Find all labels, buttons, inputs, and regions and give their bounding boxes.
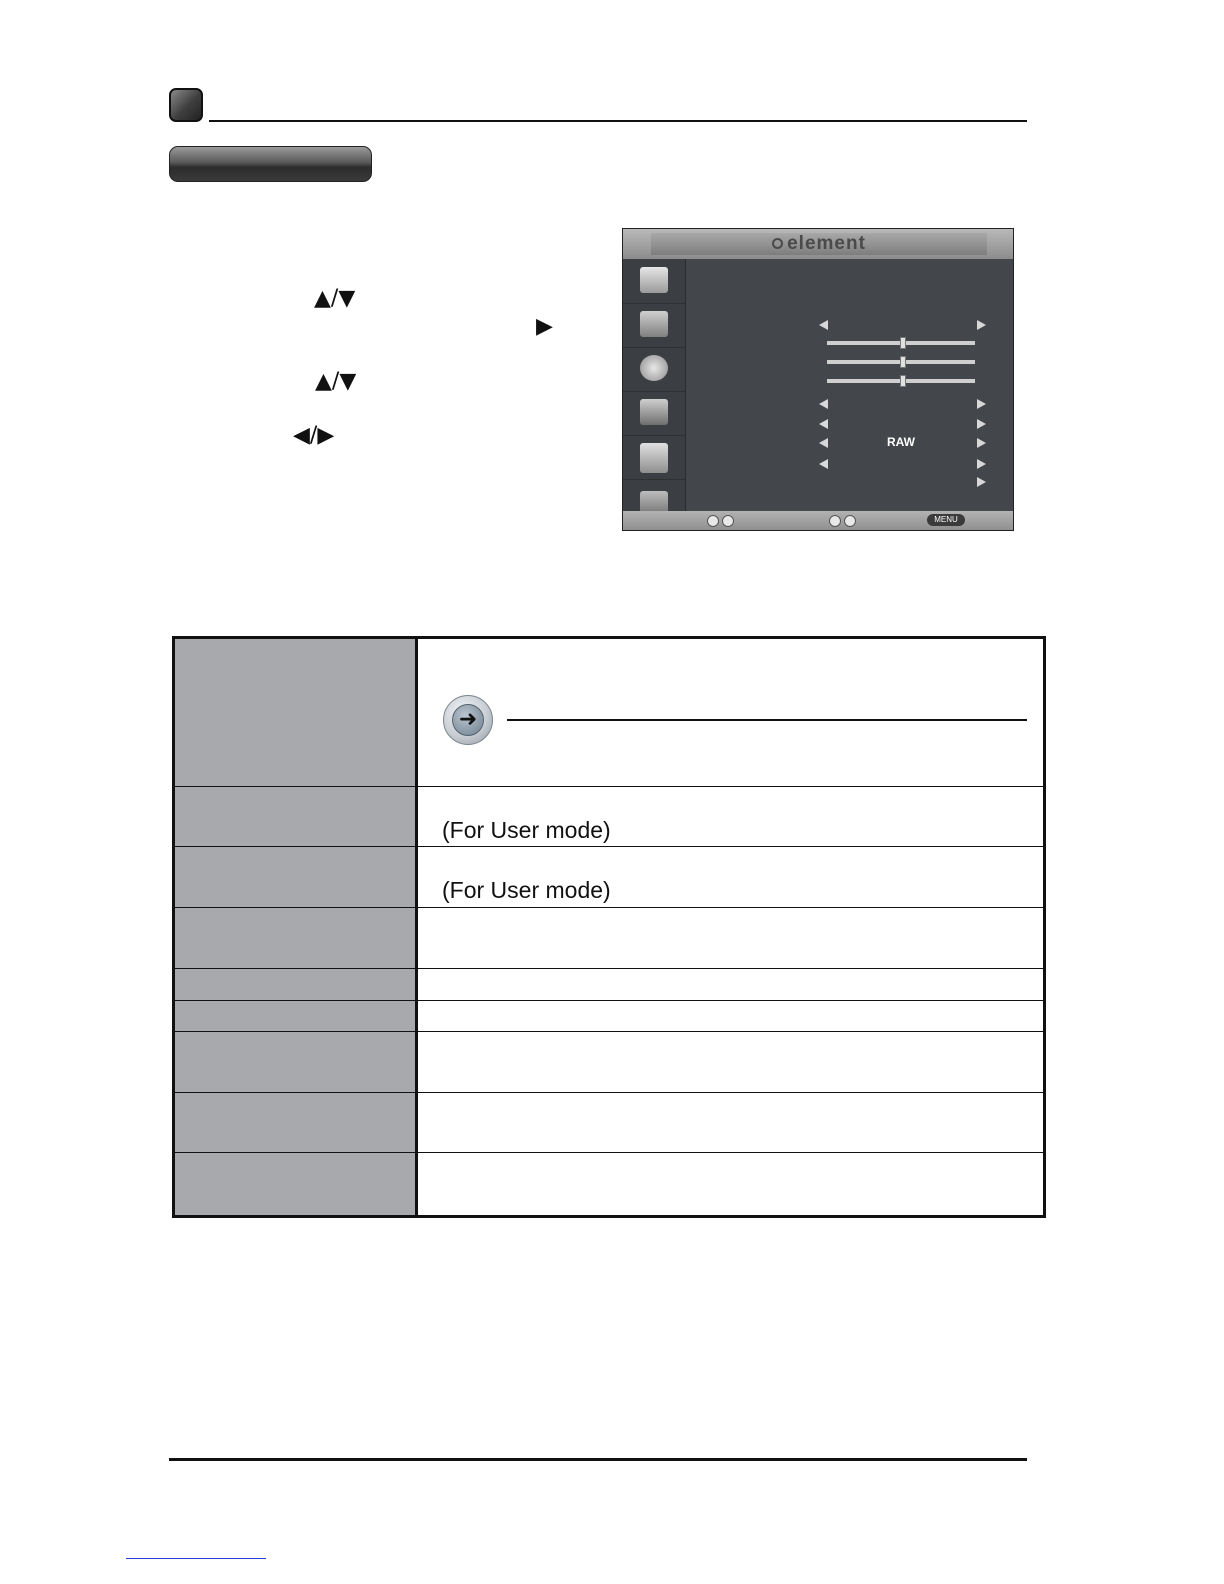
up-down-arrows-icon: ▲/▼: [314, 286, 356, 311]
table-row: [175, 1153, 1043, 1215]
menu-key-icon: MENU: [927, 514, 965, 526]
table-row: [175, 908, 1043, 969]
table-row-label: [175, 969, 418, 1000]
table-row: [175, 969, 1043, 1001]
table-row: [175, 1032, 1043, 1093]
note-rule: [507, 719, 1027, 721]
table-row: [175, 639, 1043, 787]
osd-option-value: RAW: [887, 435, 915, 449]
osd-tab-sound[interactable]: [623, 303, 685, 348]
osd-brand-name: element: [787, 233, 866, 254]
table-row-label: [175, 1001, 418, 1031]
table-row: [175, 1001, 1043, 1032]
sound-icon: [640, 311, 668, 337]
osd-option-8-left-arrow[interactable]: [819, 459, 828, 469]
osd-option-9-right-arrow[interactable]: [977, 477, 986, 487]
table-row-label: [175, 639, 418, 786]
description-table: [172, 636, 1046, 1218]
table-row-description: [418, 639, 1043, 786]
time-icon: [640, 355, 668, 381]
left-right-arrows-icon: ◀/▶: [293, 423, 335, 448]
setup-icon: [640, 399, 668, 425]
osd-option-7-left-arrow[interactable]: [819, 438, 828, 448]
footer-link-underline[interactable]: [126, 1558, 266, 1559]
arrow-right-icon: ➜: [452, 704, 484, 736]
down-key-icon: [722, 515, 734, 527]
osd-option-7-right-arrow[interactable]: [977, 438, 986, 448]
table-row-description: [418, 847, 1043, 907]
table-row-label: [175, 1032, 418, 1092]
osd-tab-time[interactable]: [623, 347, 685, 392]
right-arrow-icon: ▶: [536, 314, 553, 339]
picture-icon: [640, 267, 668, 293]
footer-rule: [169, 1458, 1027, 1461]
slider-knob[interactable]: [900, 337, 906, 349]
osd-top-bar: [623, 229, 1013, 259]
osd-option-6-left-arrow[interactable]: [819, 419, 828, 429]
table-row-description: [418, 1153, 1043, 1215]
slider-knob[interactable]: [900, 375, 906, 387]
osd-tab-lock[interactable]: [623, 435, 685, 480]
table-row-description: [418, 1001, 1043, 1031]
osd-brand-bar: [651, 233, 987, 255]
left-key-icon: [829, 515, 841, 527]
table-row: [175, 1093, 1043, 1153]
lock-icon: [640, 443, 668, 473]
header-rule: [209, 120, 1027, 122]
table-row-description: [418, 1093, 1043, 1152]
table-row-description: [418, 787, 1043, 846]
table-row-description: [418, 1032, 1043, 1092]
brand-logo-icon: [772, 238, 783, 249]
table-row-label: [175, 847, 418, 907]
table-row-label: [175, 787, 418, 846]
osd-option-1-left-arrow[interactable]: [819, 320, 828, 330]
table-row: [175, 847, 1043, 908]
osd-option-6-right-arrow[interactable]: [977, 419, 986, 429]
slider-knob[interactable]: [900, 356, 906, 368]
osd-slider-1[interactable]: [827, 341, 975, 345]
osd-slider-2[interactable]: [827, 360, 975, 364]
osd-option-5-left-arrow[interactable]: [819, 399, 828, 409]
right-key-icon: [844, 515, 856, 527]
osd-option-1-right-arrow[interactable]: [977, 320, 986, 330]
chapter-badge: [169, 88, 203, 122]
osd-sidebar: [623, 259, 686, 517]
table-row-label: [175, 908, 418, 968]
channel-icon: [640, 491, 668, 513]
osd-bottom-bar: [623, 511, 1013, 531]
section-title-pill: [169, 146, 372, 182]
user-mode-note: (For User mode): [442, 817, 611, 843]
osd-tab-setup[interactable]: [623, 391, 685, 436]
osd-option-5-right-arrow[interactable]: [977, 399, 986, 409]
up-key-icon: [707, 515, 719, 527]
up-down-arrows-icon-2: ▲/▼: [315, 369, 357, 394]
table-row-label: [175, 1153, 418, 1215]
user-mode-note: (For User mode): [442, 877, 611, 903]
osd-slider-3[interactable]: [827, 379, 975, 383]
table-row-label: [175, 1093, 418, 1152]
table-row-description: [418, 969, 1043, 1000]
osd-menu-screenshot: [622, 228, 1014, 531]
table-row-description: [418, 908, 1043, 968]
note-arrow-icon: [443, 695, 493, 745]
table-row: [175, 787, 1043, 847]
osd-option-8-right-arrow[interactable]: [977, 459, 986, 469]
osd-tab-picture[interactable]: [623, 259, 685, 304]
